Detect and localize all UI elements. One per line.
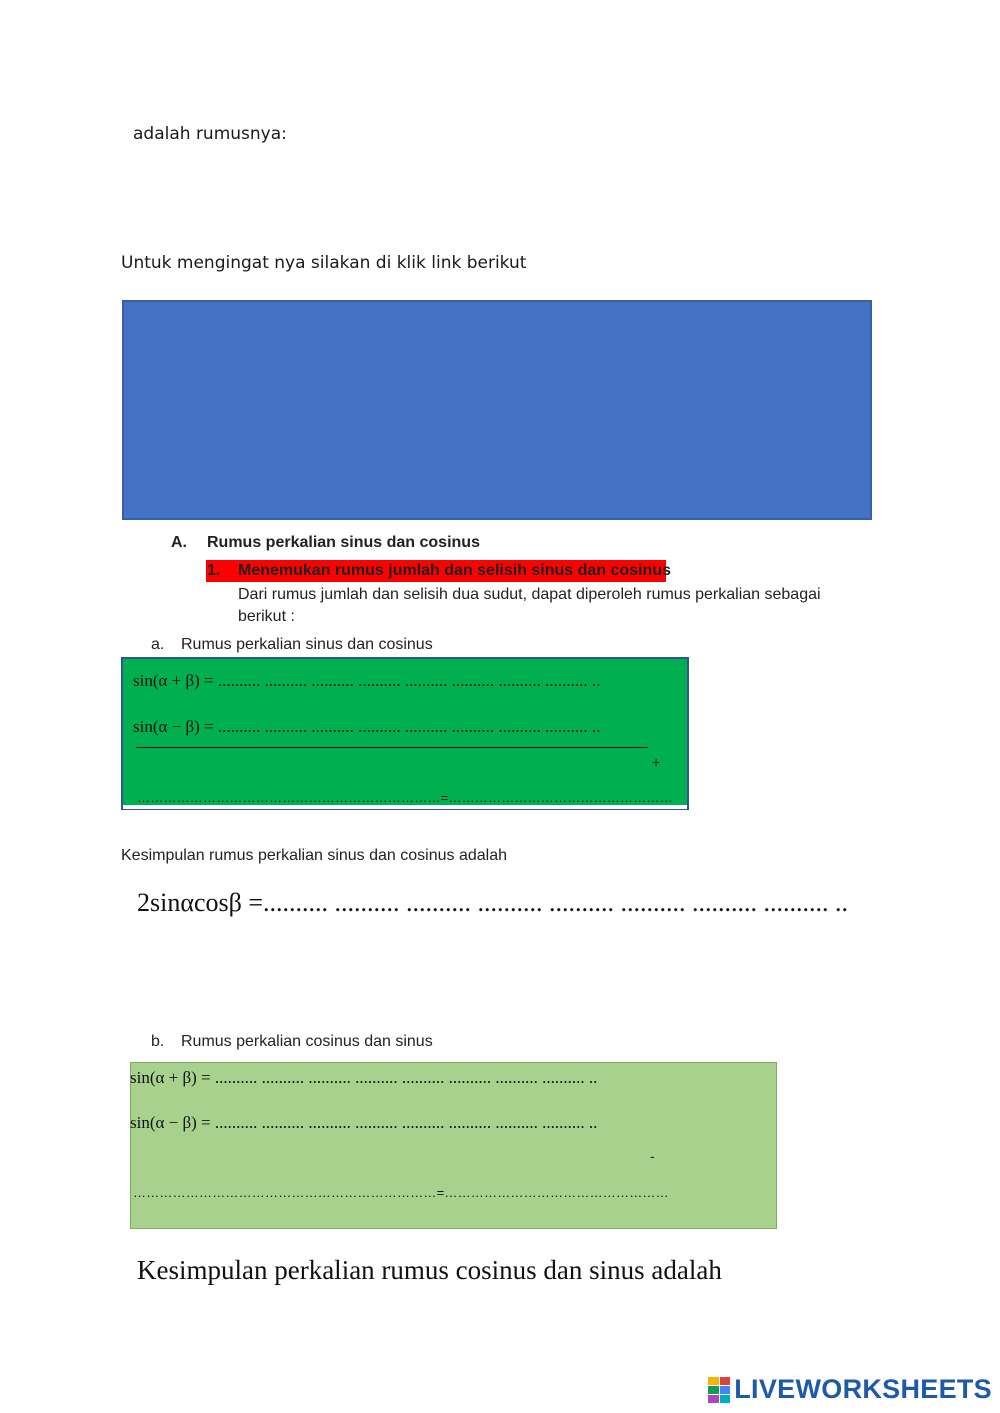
part-b-eq2: sin(α − β) = .......... .......... .......... .......... .......... .......... .......... .......... .. (130, 1113, 598, 1132)
part-b-marker: b. (151, 1033, 165, 1050)
section-a-title: Rumus perkalian sinus dan cosinus (207, 534, 480, 551)
item1-title: Menemukan rumus jumlah dan selisih sinus dan cosinus (238, 562, 671, 579)
part-a-eq2: sin(α − β) = .......... .......... .......... .......... .......... .......... .......... .......... .. (133, 717, 601, 736)
part-b-conclusion-label: Kesimpulan perkalian rumus cosinus dan sinus adalah (137, 1255, 722, 1285)
link-instruction: Untuk mengingat nya silakan di klik link berikut (121, 253, 527, 273)
part-a-conclusion-formula: 2sinαcosβ =.......... .......... .......... .......... .......... .......... .......... .......... .. (137, 888, 849, 917)
item1-desc-line1: Dari rumus jumlah dan selisih dua sudut, dapat diperoleh rumus perkalian sebagai (238, 586, 821, 603)
logo-text: LIVEWORKSHEETS (734, 1374, 992, 1404)
item1-marker: 1. (207, 562, 221, 579)
link-box[interactable] (122, 300, 872, 520)
logo-mark-icon (708, 1377, 730, 1403)
part-a-sum-rule (136, 747, 648, 748)
item1-desc-line2: berikut : (238, 608, 295, 625)
part-b-result-line: ……………………………………………………………=…………………………………………… (133, 1185, 669, 1200)
liveworksheets-logo (708, 1374, 992, 1405)
part-a-result-line: ……………………………………………………………=…………………………………………… (137, 790, 673, 805)
part-b-title: Rumus perkalian cosinus dan sinus (181, 1033, 433, 1050)
part-a-marker: a. (151, 636, 165, 653)
part-a-title: Rumus perkalian sinus dan cosinus (181, 636, 433, 653)
part-a-conclusion-label: Kesimpulan rumus perkalian sinus dan cosinus adalah (121, 847, 507, 864)
part-a-eq1: sin(α + β) = .......... .......... .......... .......... .......... .......... .......... .......... .. (133, 671, 601, 690)
part-b-operator: - (650, 1148, 655, 1164)
part-a-operator: + (652, 754, 661, 770)
part-b-eq1: sin(α + β) = .......... .......... .......... .......... .......... .......... .......... .......... .. (130, 1068, 598, 1087)
section-a-marker: A. (171, 534, 187, 551)
formula-label: adalah rumusnya: (133, 124, 287, 144)
part-a-box-strip (123, 805, 687, 809)
